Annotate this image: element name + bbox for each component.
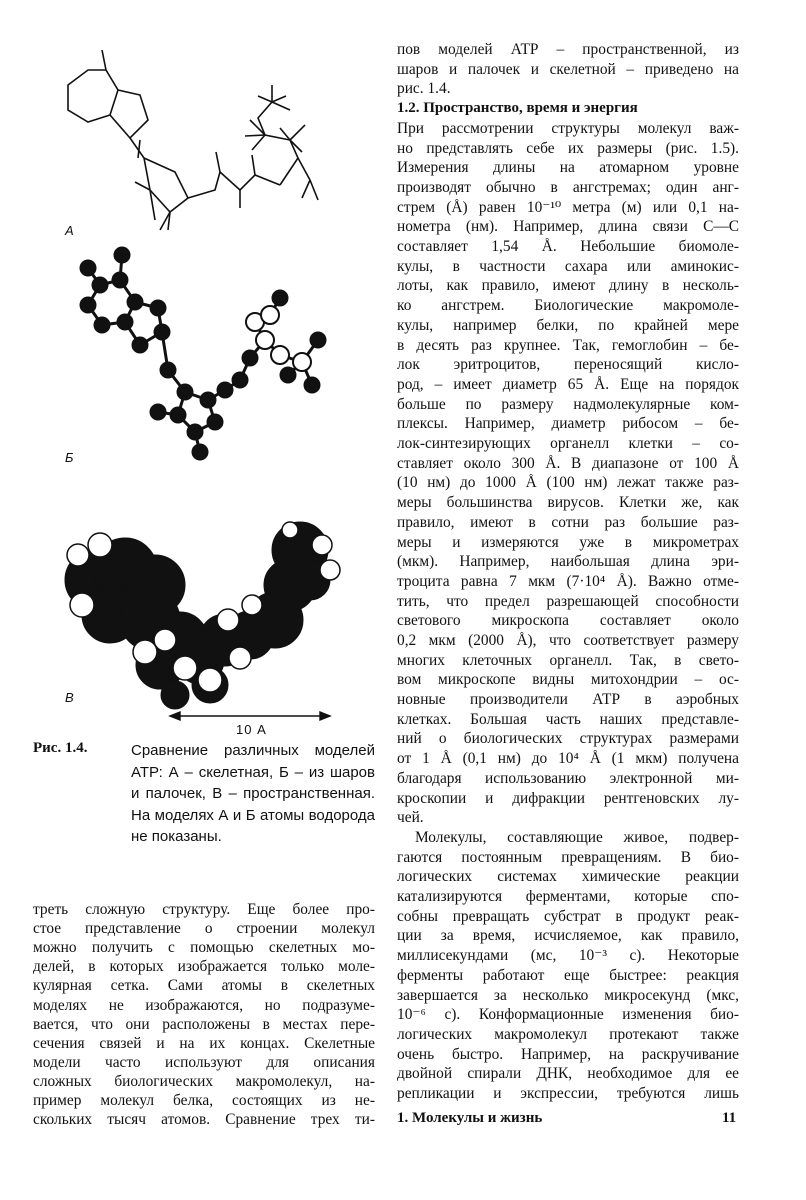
text-line: модели часто используют для описания [33, 1053, 375, 1071]
text-line: нометра (нм). Например, длина связи С—С [397, 218, 739, 236]
scale-label: 10 А [236, 722, 267, 737]
text-line: лок эритроцитов, переносящий кисло- [397, 356, 739, 374]
text-line: благодаря использованию электронной ми- [397, 769, 739, 787]
text-line: меры и измеряются уже в микрометрах [397, 533, 739, 551]
text-line: тить, что предел разрешающей способности [397, 592, 739, 610]
text-line: шаров и палочек и скелетной – приведено на [397, 60, 739, 78]
text-line: ции за время, исчисляемое, как правило, [397, 927, 739, 945]
panel-label-a: А [65, 223, 74, 238]
text-line: плексы. Например, диаметр рибосом – бе- [397, 415, 739, 433]
text-line: стое представление о строении молекул [33, 920, 375, 938]
running-footer-chapter: 1. Молекулы и жизнь [397, 1110, 543, 1126]
page-number: 11 [722, 1110, 737, 1126]
text-line: чей. [397, 809, 424, 827]
text-line: При рассмотрении структуры молекул важ- [397, 119, 739, 137]
skeletal-model [68, 50, 318, 230]
text-line: (мкм). Например, наибольшая длина эри- [397, 553, 739, 571]
text-line: но представлять себе их размеры (рис. 1.5). [397, 139, 739, 157]
caption-text: Сравнение различных моделей АТР: А – скелетная, Б – из шаров и палочек, В – пространственная. На моделях А и Б атомы водорода не показаны. [131, 742, 375, 845]
text-line: гаются постоянным превращениям. В био- [397, 848, 739, 866]
text-line: пов моделей АТР – пространственной, из [397, 41, 739, 58]
text-line: ко ангстрем. Биологические макромоле- [397, 297, 739, 315]
text-line: логических системах химические реакции [397, 868, 739, 886]
text-line: пример молекул белка, состоящих из не- [33, 1091, 375, 1109]
text-line: ферменты работают еще быстрее: реакция [397, 966, 739, 984]
figure-1-4 [40, 40, 385, 740]
text-line: рис. 1.4. [397, 80, 451, 98]
panel-label-c: В [65, 690, 74, 705]
text-line: 10⁻⁶ с). Конформационные изменения био- [397, 1006, 739, 1024]
text-line: ний о биологических структурах размерами [397, 730, 739, 748]
text-line: в десять раз крупнее. Так, гемоглобин – бе- [397, 336, 739, 354]
text-line: вается, что они расположены в местах пере- [33, 1015, 375, 1033]
molecule-models-illustration [40, 40, 385, 740]
text-line: делей, в которых изображается только моле- [33, 958, 375, 976]
text-line: кулы, например белки, по крайней мере [397, 316, 739, 334]
caption-label: Рис. 1.4. [33, 740, 88, 756]
text-line: можно получить с помощью скелетных мо- [33, 939, 375, 957]
text-line: катализируются ферментами, которые спо- [397, 888, 739, 905]
text-line: составляет 1,54 Å. Небольшие биомоле- [397, 238, 739, 255]
text-line: стрем (Å) равен 10⁻¹⁰ метра (м) или 0,1 на- [397, 198, 739, 216]
text-line: скольких тысяч атомов. Сравнение трех ти- [33, 1111, 375, 1128]
scale-bar [170, 712, 330, 720]
text-line: Молекулы, составляющие живое, подвер- [415, 828, 739, 846]
text-line: 0,2 мкм (2000 Å), что соответствует размеру [397, 631, 739, 649]
panel-label-b: Б [65, 450, 74, 465]
text-line: от 1 Å (0,1 нм) до 10⁴ Å (1 мкм) получена [397, 750, 739, 768]
section-heading: 1.2. Пространство, время и энергия [397, 100, 638, 117]
text-line: треть сложную структуру. Еще более про- [33, 901, 375, 918]
text-line: меры большинства вирусов. Клетки же, как [397, 494, 739, 512]
text-line: вом микроскопе видны митохондрии – ос- [397, 671, 739, 689]
text-line: очень быстро. Например, на раскручивание [397, 1045, 739, 1063]
text-line: кулярная сетка. Сами атомы в скелетных [33, 977, 375, 995]
text-line: ставляет около 300 Å. В диапазоне от 100 Å [397, 454, 739, 472]
text-line: производят обычно в ангстремах; один анг- [397, 178, 739, 196]
text-line: правило, имеют в сотни раз большие раз- [397, 513, 739, 531]
text-line: светового микроскопа составляет около [397, 612, 739, 630]
text-line: лок-синтезирующих органелл клетки – со- [397, 435, 739, 452]
text-line: многих клеточных органелл. Так, в свето- [397, 651, 739, 669]
text-line: новные производители АТР в аэробных [397, 691, 739, 708]
text-line: кроскопии и дифракции рентгеновских лу- [397, 789, 739, 807]
text-line: (10 нм) до 1000 Å (100 нм) лежат также раз- [397, 474, 739, 492]
text-line: клетках. Большая часть наших представле- [397, 710, 739, 728]
text-line: троцита равна 7 мкм (7·10⁴ Å). Важно отме- [397, 572, 739, 590]
text-line: Измерения длины на атомарном уровне [397, 159, 739, 177]
text-line: лоты, как правило, имеют длину в несколь- [397, 277, 739, 295]
text-line: двойной спирали ДНК, необходимое для ее [397, 1065, 739, 1083]
text-line: сложных биологических макромолекул, на- [33, 1072, 375, 1090]
text-line: завершается за несколько микросекунд (мкс, [397, 986, 739, 1004]
text-line: репликации и экспрессии, требуются лишь [397, 1085, 739, 1102]
text-line: кулы, в частности сахара или аминокис- [397, 257, 739, 275]
text-line: больше по размеру надмолекулярные ком- [397, 395, 739, 413]
text-line: логических макромолекул протекают также [397, 1025, 739, 1043]
text-line: сечения связей и на их концах. Скелетные [33, 1034, 375, 1052]
text-line: миллисекундами (мс, 10⁻³ с). Некоторые [397, 947, 739, 965]
text-line: род, – имеет диаметр 65 Å. Еще на порядок [397, 375, 739, 393]
text-line: моделях не изображаются, но подразуме- [33, 996, 375, 1014]
text-line: собны превращать субстрат в продукт реак- [397, 907, 739, 925]
